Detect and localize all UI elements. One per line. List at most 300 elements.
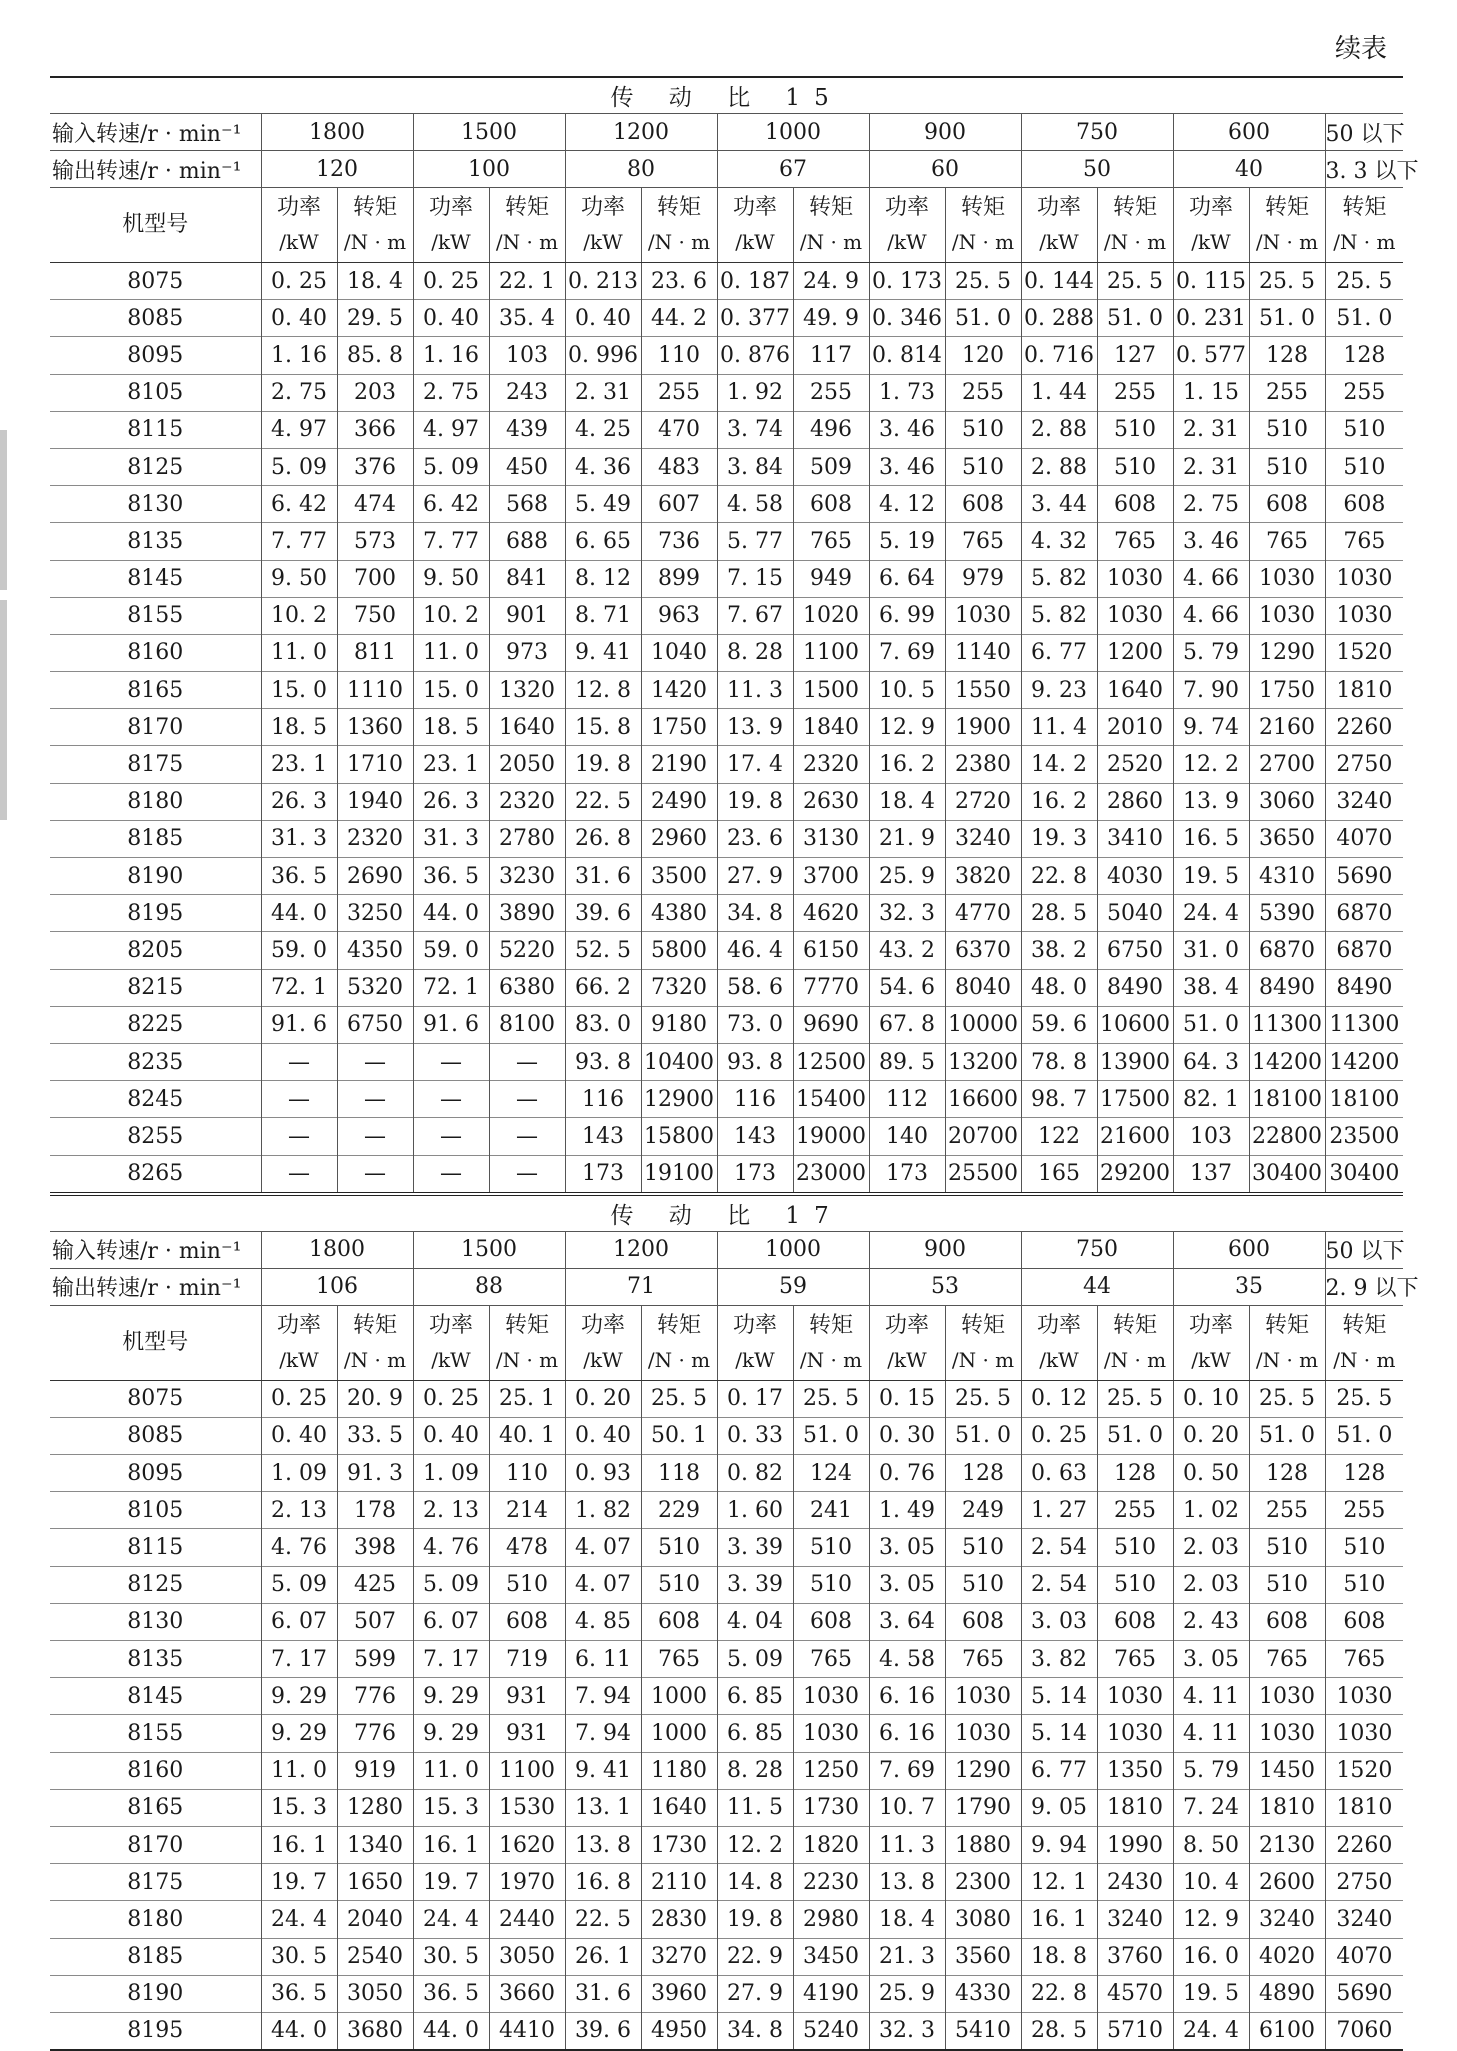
value-cell: 30. 5 <box>261 1938 337 1975</box>
model-cell: 8160 <box>50 634 261 671</box>
value-cell: 2300 <box>945 1864 1021 1901</box>
value-cell: 255 <box>1249 374 1325 411</box>
value-cell: 19100 <box>641 1155 717 1192</box>
value-cell: 85. 8 <box>337 337 413 374</box>
output-speed-value: 3. 3 以下 <box>1325 151 1403 188</box>
value-cell: 1620 <box>489 1826 565 1863</box>
power-header <box>413 1305 489 1380</box>
value-cell: 608 <box>1325 486 1403 523</box>
table-row <box>50 523 1403 560</box>
value-cell: 18. 8 <box>1021 1938 1097 1975</box>
value-cell: 11. 4 <box>1021 709 1097 746</box>
value-cell: 27. 9 <box>717 858 793 895</box>
value-cell: 9180 <box>641 1006 717 1043</box>
value-cell: 255 <box>1325 374 1403 411</box>
value-cell: 510 <box>641 1566 717 1603</box>
value-cell: 82. 1 <box>1173 1081 1249 1118</box>
value-cell: 2. 03 <box>1173 1566 1249 1603</box>
model-cell: 8165 <box>50 1789 261 1826</box>
value-cell: 3. 05 <box>869 1566 945 1603</box>
value-cell: 255 <box>945 374 1021 411</box>
torque-header <box>641 188 717 263</box>
input-speed-value: 900 <box>869 1231 1021 1268</box>
value-cell: 1730 <box>793 1789 869 1826</box>
table-row <box>50 1864 1403 1901</box>
value-cell: 2190 <box>641 746 717 783</box>
value-cell: 25. 5 <box>641 1380 717 1417</box>
model-cell: 8180 <box>50 783 261 820</box>
model-cell: 8215 <box>50 969 261 1006</box>
output-speed-value: 106 <box>261 1268 413 1305</box>
value-cell: 39. 6 <box>565 895 641 932</box>
value-cell: 59. 6 <box>1021 1006 1097 1043</box>
table-row <box>50 1938 1403 1975</box>
value-cell: 6. 16 <box>869 1715 945 1752</box>
value-cell: 8. 50 <box>1173 1826 1249 1863</box>
torque-header <box>337 1305 413 1380</box>
value-cell: 1790 <box>945 1789 1021 1826</box>
output-speed-value: 120 <box>261 151 413 188</box>
value-cell: 1000 <box>641 1715 717 1752</box>
power-header <box>261 1305 337 1380</box>
power-unit: /kW <box>279 230 319 254</box>
value-cell: 4. 12 <box>869 486 945 523</box>
value-cell: 5690 <box>1325 858 1403 895</box>
value-cell: 0. 17 <box>717 1380 793 1417</box>
value-cell: 11. 3 <box>717 672 793 709</box>
power-label: 功率 <box>276 1312 321 1338</box>
value-cell: 19. 5 <box>1173 858 1249 895</box>
torque-unit: /N · m <box>495 230 559 254</box>
input-speed-value: 1200 <box>565 114 717 151</box>
value-cell: 143 <box>717 1118 793 1155</box>
value-cell: 0. 40 <box>261 1417 337 1454</box>
table-row <box>50 1118 1403 1155</box>
value-cell: 1020 <box>793 597 869 634</box>
value-cell: 7. 90 <box>1173 672 1249 709</box>
model-cell: 8170 <box>50 709 261 746</box>
value-cell: 25. 5 <box>1249 1380 1325 1417</box>
value-cell: 46. 4 <box>717 932 793 969</box>
value-cell: 4. 58 <box>717 486 793 523</box>
input-speed-value: 1000 <box>717 1231 869 1268</box>
power-header <box>869 1305 945 1380</box>
table-row <box>50 932 1403 969</box>
value-cell: 6750 <box>1097 932 1173 969</box>
value-cell: 9. 29 <box>413 1715 489 1752</box>
value-cell: 1290 <box>1249 634 1325 671</box>
value-cell: 4020 <box>1249 1938 1325 1975</box>
value-cell: 1030 <box>1097 597 1173 634</box>
value-cell: 765 <box>1097 1641 1173 1678</box>
torque-label: 转矩 <box>1264 195 1309 220</box>
value-cell: 10. 2 <box>261 597 337 634</box>
table-row <box>50 1455 1403 1492</box>
value-cell: 44. 2 <box>641 300 717 337</box>
value-cell: 3240 <box>1325 783 1403 820</box>
value-cell: 1810 <box>1325 1789 1403 1826</box>
value-cell: 1100 <box>489 1752 565 1789</box>
value-cell: 931 <box>489 1678 565 1715</box>
value-cell: 510 <box>1097 448 1173 485</box>
value-cell: 32. 3 <box>869 2012 945 2050</box>
value-cell: 116 <box>717 1081 793 1118</box>
value-cell: 1. 27 <box>1021 1492 1097 1529</box>
value-cell: 128 <box>1249 1455 1325 1492</box>
value-cell: 2. 03 <box>1173 1529 1249 1566</box>
table-row <box>50 746 1403 783</box>
value-cell: 8490 <box>1097 969 1173 1006</box>
value-cell: 1030 <box>1249 560 1325 597</box>
value-cell: 140 <box>869 1118 945 1155</box>
value-cell: 112 <box>869 1081 945 1118</box>
torque-unit: /N · m <box>951 1347 1015 1372</box>
value-cell: 1030 <box>793 1715 869 1752</box>
value-cell: 9. 41 <box>565 1752 641 1789</box>
torque-header <box>1249 1305 1325 1380</box>
model-cell: 8135 <box>50 523 261 560</box>
torque-header <box>945 188 1021 263</box>
value-cell: 31. 6 <box>565 1975 641 2012</box>
value-cell: 7. 69 <box>869 634 945 671</box>
value-cell: 1100 <box>793 634 869 671</box>
power-label: 功率 <box>428 195 473 220</box>
value-cell: 98. 7 <box>1021 1081 1097 1118</box>
value-cell: 24. 4 <box>413 1901 489 1938</box>
value-cell: 7. 17 <box>413 1641 489 1678</box>
value-cell: 2. 75 <box>413 374 489 411</box>
value-cell: 3. 64 <box>869 1603 945 1640</box>
value-cell: 11300 <box>1249 1006 1325 1043</box>
input-speed-value: 1500 <box>413 114 565 151</box>
value-cell: 2540 <box>337 1938 413 1975</box>
power-header <box>565 1305 641 1380</box>
value-cell: 1040 <box>641 634 717 671</box>
value-cell: 4. 07 <box>565 1566 641 1603</box>
value-cell: 52. 5 <box>565 932 641 969</box>
value-cell: 34. 8 <box>717 2012 793 2050</box>
value-cell: 7060 <box>1325 2012 1403 2050</box>
value-cell: 1. 60 <box>717 1492 793 1529</box>
value-cell: 1180 <box>641 1752 717 1789</box>
value-cell: 0. 144 <box>1021 263 1097 300</box>
value-cell: 510 <box>1325 1566 1403 1603</box>
value-cell: 608 <box>489 1603 565 1640</box>
value-cell: 765 <box>1249 1641 1325 1678</box>
value-cell: 3240 <box>945 820 1021 857</box>
table-row <box>50 1752 1403 1789</box>
value-cell: 165 <box>1021 1155 1097 1192</box>
value-cell: 25. 1 <box>489 1380 565 1417</box>
model-cell: 8175 <box>50 1864 261 1901</box>
model-cell: 8195 <box>50 2012 261 2050</box>
value-cell: 4. 58 <box>869 1641 945 1678</box>
value-cell: 2980 <box>793 1901 869 1938</box>
value-cell: 1030 <box>1097 1678 1173 1715</box>
value-cell: 12900 <box>641 1081 717 1118</box>
value-cell: 51. 0 <box>1325 1417 1403 1454</box>
power-header <box>1173 1305 1249 1380</box>
value-cell: 6. 77 <box>1021 634 1097 671</box>
value-cell: 6. 42 <box>261 486 337 523</box>
value-cell: 1990 <box>1097 1826 1173 1863</box>
value-cell: 1350 <box>1097 1752 1173 1789</box>
value-cell: 7. 15 <box>717 560 793 597</box>
torque-label: 转矩 <box>504 195 549 220</box>
value-cell: 12. 9 <box>1173 1901 1249 1938</box>
value-cell: 510 <box>1249 448 1325 485</box>
model-cell: 8115 <box>50 1529 261 1566</box>
value-cell: 2860 <box>1097 783 1173 820</box>
value-cell: 5. 09 <box>413 1566 489 1603</box>
value-cell: — <box>337 1155 413 1192</box>
value-cell: 5220 <box>489 932 565 969</box>
model-cell: 8075 <box>50 263 261 300</box>
value-cell: 43. 2 <box>869 932 945 969</box>
value-cell: 15. 8 <box>565 709 641 746</box>
value-cell: 31. 0 <box>1173 932 1249 969</box>
page-label: 续表 <box>1334 34 1387 64</box>
output-speed-value: 80 <box>565 151 717 188</box>
value-cell: 3. 05 <box>869 1529 945 1566</box>
input-speed-value: 900 <box>869 114 1021 151</box>
value-cell: 11. 0 <box>413 634 489 671</box>
value-cell: 173 <box>869 1155 945 1192</box>
value-cell: 1. 15 <box>1173 374 1249 411</box>
torque-label: 转矩 <box>960 1312 1005 1338</box>
value-cell: 10. 4 <box>1173 1864 1249 1901</box>
value-cell: 0. 15 <box>869 1380 945 1417</box>
value-cell: 474 <box>337 486 413 523</box>
value-cell: 4330 <box>945 1975 1021 2012</box>
value-cell: 25. 9 <box>869 858 945 895</box>
value-cell: 507 <box>337 1603 413 1640</box>
value-cell: 39. 6 <box>565 2012 641 2050</box>
value-cell: 22. 9 <box>717 1938 793 1975</box>
value-cell: 510 <box>1249 1529 1325 1566</box>
value-cell: 25. 5 <box>945 263 1021 300</box>
value-cell: 8. 28 <box>717 634 793 671</box>
value-cell: 12. 2 <box>717 1826 793 1863</box>
value-cell: 1810 <box>1097 1789 1173 1826</box>
value-cell: 51. 0 <box>1249 300 1325 337</box>
value-cell: 0. 40 <box>261 300 337 337</box>
value-cell: — <box>261 1118 337 1155</box>
value-cell: 128 <box>1097 1455 1173 1492</box>
value-cell: 8040 <box>945 969 1021 1006</box>
value-cell: 20700 <box>945 1118 1021 1155</box>
model-header: 机型号 <box>50 188 261 263</box>
value-cell: 608 <box>945 486 1021 523</box>
value-cell: 17. 4 <box>717 746 793 783</box>
table-row <box>50 1081 1403 1118</box>
value-cell: 1. 16 <box>261 337 337 374</box>
torque-unit: /N · m <box>1103 1347 1167 1372</box>
value-cell: 44. 0 <box>413 2012 489 2050</box>
power-unit: /kW <box>1039 230 1079 254</box>
value-cell: 1030 <box>1249 1678 1325 1715</box>
value-cell: 765 <box>793 523 869 560</box>
output-speed-value: 100 <box>413 151 565 188</box>
power-header <box>1173 188 1249 263</box>
value-cell: 6. 16 <box>869 1678 945 1715</box>
value-cell: 18. 5 <box>413 709 489 746</box>
value-cell: 1280 <box>337 1789 413 1826</box>
torque-unit: /N · m <box>343 230 407 254</box>
output-speed-value: 71 <box>565 1268 717 1305</box>
torque-label: 转矩 <box>352 1312 397 1338</box>
value-cell: 0. 25 <box>261 1380 337 1417</box>
value-cell: 3660 <box>489 1975 565 2012</box>
torque-unit: /N · m <box>1333 1347 1396 1372</box>
value-cell: 6. 99 <box>869 597 945 634</box>
value-cell: 16. 2 <box>1021 783 1097 820</box>
value-cell: 128 <box>945 1455 1021 1492</box>
value-cell: 13200 <box>945 1043 1021 1080</box>
power-label: 功率 <box>732 195 777 220</box>
value-cell: 4620 <box>793 895 869 932</box>
table-row <box>50 337 1403 374</box>
model-cell: 8235 <box>50 1043 261 1080</box>
torque-header <box>945 1305 1021 1380</box>
model-cell: 8165 <box>50 672 261 709</box>
table-row <box>50 1417 1403 1454</box>
value-cell: 0. 346 <box>869 300 945 337</box>
value-cell: 510 <box>489 1566 565 1603</box>
value-cell: 1030 <box>945 1715 1021 1752</box>
value-cell: 608 <box>1097 486 1173 523</box>
value-cell: 11. 0 <box>261 634 337 671</box>
value-cell: 6. 07 <box>413 1603 489 1640</box>
value-cell: 7770 <box>793 969 869 1006</box>
table-row <box>50 1789 1403 1826</box>
value-cell: 1030 <box>1325 1715 1403 1752</box>
value-cell: 510 <box>1325 448 1403 485</box>
value-cell: 5. 09 <box>261 448 337 485</box>
value-cell: 6. 85 <box>717 1715 793 1752</box>
value-cell: 83. 0 <box>565 1006 641 1043</box>
value-cell: 118 <box>641 1455 717 1492</box>
column-header-row <box>50 188 1403 263</box>
value-cell: 700 <box>337 560 413 597</box>
power-unit: /kW <box>1191 1347 1231 1372</box>
value-cell: 241 <box>793 1492 869 1529</box>
input-speed-value: 750 <box>1021 114 1173 151</box>
value-cell: 4. 97 <box>261 411 337 448</box>
value-cell: 12. 2 <box>1173 746 1249 783</box>
model-cell: 8075 <box>50 1380 261 1417</box>
model-cell: 8175 <box>50 746 261 783</box>
value-cell: 608 <box>945 1603 1021 1640</box>
output-speed-value: 44 <box>1021 1268 1173 1305</box>
model-cell: 8095 <box>50 337 261 374</box>
value-cell: 6. 11 <box>565 1641 641 1678</box>
value-cell: 0. 10 <box>1173 1380 1249 1417</box>
value-cell: 36. 5 <box>413 858 489 895</box>
value-cell: 11. 3 <box>869 1826 945 1863</box>
value-cell: 58. 6 <box>717 969 793 1006</box>
value-cell: 949 <box>793 560 869 597</box>
value-cell: 25. 5 <box>1325 263 1403 300</box>
value-cell: 1450 <box>1249 1752 1325 1789</box>
input-speed-value: 1800 <box>261 1231 413 1268</box>
table-row <box>50 1380 1403 1417</box>
value-cell: — <box>489 1081 565 1118</box>
table-row <box>50 560 1403 597</box>
torque-unit: /N · m <box>1333 230 1396 254</box>
torque-header <box>489 1305 565 1380</box>
value-cell: 919 <box>337 1752 413 1789</box>
value-cell: 608 <box>1249 486 1325 523</box>
value-cell: 255 <box>1097 1492 1173 1529</box>
value-cell: 110 <box>641 337 717 374</box>
model-cell: 8195 <box>50 895 261 932</box>
table-row <box>50 969 1403 1006</box>
value-cell: — <box>337 1118 413 1155</box>
value-cell: 765 <box>1249 523 1325 560</box>
value-cell: 6380 <box>489 969 565 1006</box>
input-speed-value: 1800 <box>261 114 413 151</box>
value-cell: 3. 44 <box>1021 486 1097 523</box>
value-cell: 688 <box>489 523 565 560</box>
table-title: 传 动 比 15 <box>50 77 1403 114</box>
torque-label: 转矩 <box>1112 1312 1157 1338</box>
value-cell: 765 <box>945 523 1021 560</box>
value-cell: 2750 <box>1325 746 1403 783</box>
value-cell: 510 <box>1249 411 1325 448</box>
value-cell: 23. 1 <box>413 746 489 783</box>
model-cell: 8105 <box>50 1492 261 1529</box>
input-speed-row <box>50 114 1403 151</box>
value-cell: 1. 49 <box>869 1492 945 1529</box>
table-row <box>50 2012 1403 2050</box>
value-cell: 59. 0 <box>413 932 489 969</box>
value-cell: 483 <box>641 448 717 485</box>
value-cell: 510 <box>1325 1529 1403 1566</box>
table-row <box>50 1155 1403 1192</box>
value-cell: 5390 <box>1249 895 1325 932</box>
value-cell: 1. 16 <box>413 337 489 374</box>
value-cell: 120 <box>945 337 1021 374</box>
torque-header <box>1325 188 1403 263</box>
value-cell: 2. 31 <box>1173 448 1249 485</box>
value-cell: 0. 173 <box>869 263 945 300</box>
value-cell: 1250 <box>793 1752 869 1789</box>
value-cell: 214 <box>489 1492 565 1529</box>
value-cell: 38. 4 <box>1173 969 1249 1006</box>
value-cell: 4. 07 <box>565 1529 641 1566</box>
value-cell: 2. 13 <box>413 1492 489 1529</box>
value-cell: — <box>489 1118 565 1155</box>
value-cell: 901 <box>489 597 565 634</box>
output-speed-value: 53 <box>869 1268 1021 1305</box>
value-cell: 6. 77 <box>1021 1752 1097 1789</box>
value-cell: 13. 9 <box>1173 783 1249 820</box>
value-cell: 1030 <box>1097 1715 1173 1752</box>
value-cell: 122 <box>1021 1118 1097 1155</box>
value-cell: 255 <box>1325 1492 1403 1529</box>
value-cell: 1550 <box>945 672 1021 709</box>
value-cell: 103 <box>489 337 565 374</box>
value-cell: 31. 3 <box>261 820 337 857</box>
output-speed-value: 2. 9 以下 <box>1325 1268 1403 1305</box>
value-cell: 4. 32 <box>1021 523 1097 560</box>
input-speed-value: 50 以下 <box>1325 114 1403 151</box>
value-cell: 36. 5 <box>413 1975 489 2012</box>
value-cell: 24. 4 <box>1173 895 1249 932</box>
torque-header <box>793 1305 869 1380</box>
value-cell: 18100 <box>1249 1081 1325 1118</box>
